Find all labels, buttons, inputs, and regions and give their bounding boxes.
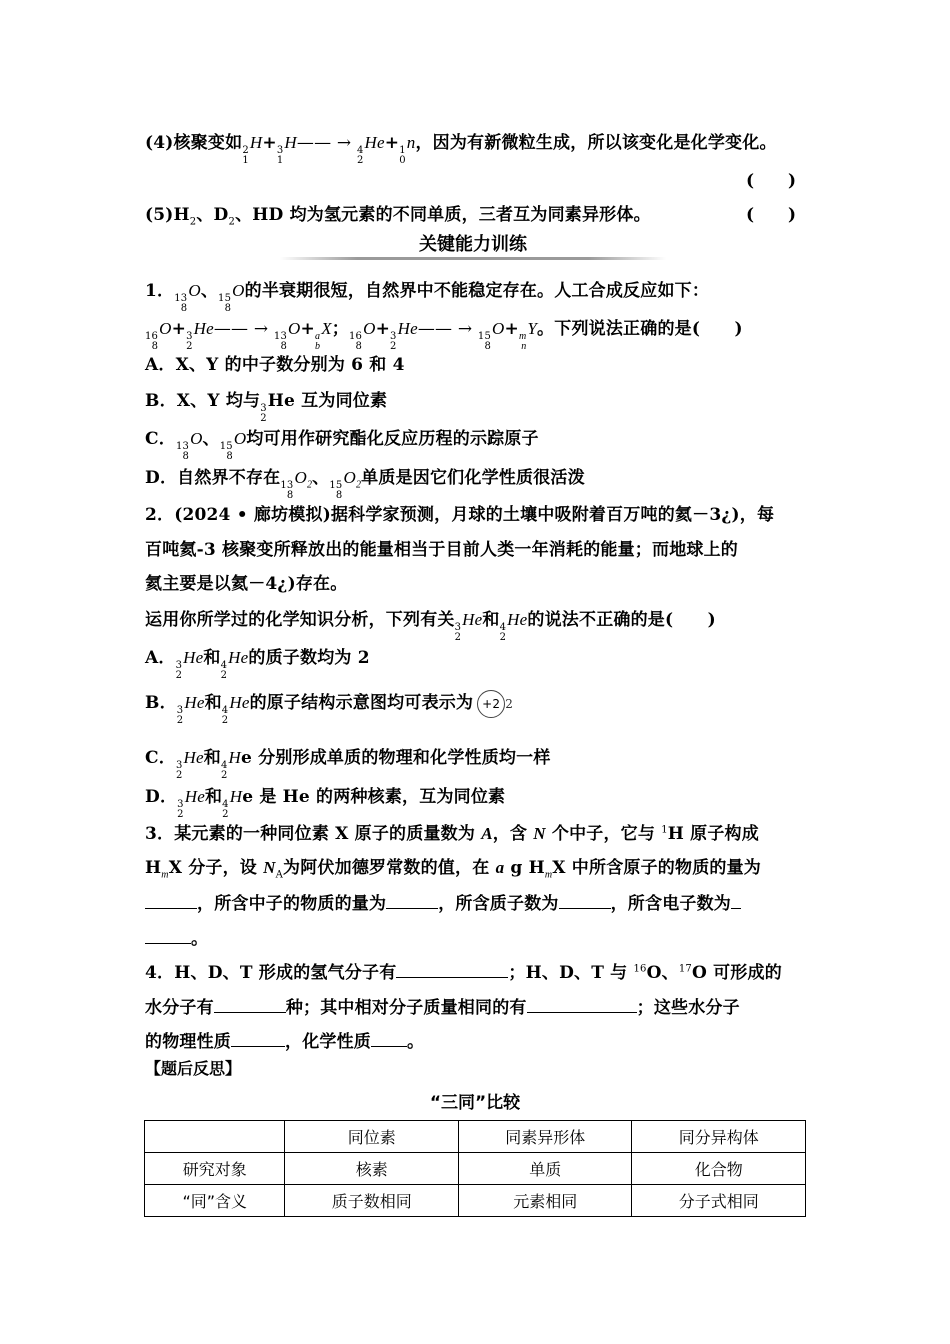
p1-option-a[interactable]: A．X、Y 的中子数分别为 6 和 4	[145, 355, 405, 375]
p3-line2: $H_mX$ 分子，设 $N_A$为阿伏加德罗常数的值，在 a g $H_mX$ 中所含原子的物质的量为	[145, 858, 761, 881]
p2-option-a[interactable]: A． 3 2 He和 4 2 He的质子数均为 2	[145, 648, 370, 681]
h3-symbol: H	[284, 133, 297, 152]
p1-option-c[interactable]: C． 13 8 O、 15 8 O均可用作研究酯化反应历程的示踪原子	[145, 429, 539, 462]
table-cell: 化合物	[632, 1153, 806, 1185]
table-header-cell	[145, 1121, 285, 1153]
answer-blank[interactable]	[396, 963, 508, 978]
p2-line3: 氦主要是以氦－4¿)存在。	[145, 574, 348, 594]
table-title: “三同”比较	[429, 1093, 521, 1113]
p3-line1: 3．某元素的一种同位素 X 原子的质量数为 A，含 N 个中子，它与 $^1$H 原子构成	[145, 824, 759, 844]
p1-option-b[interactable]: B．X、Y 均与 3 2 He 互为同位素	[145, 391, 388, 424]
table-header-cell: 同位素	[285, 1121, 459, 1153]
q4-suffix: ，因为有新微粒生成，所以该变化是化学变化。	[415, 133, 777, 153]
he4-isotope: 4 2	[356, 145, 364, 166]
p1-line2: 16 8 O+ 3 2 He—— → 13 8 O+ a b X； 16 8 O+ 3 2 He—— → 15 8 O+ m n Y。下列说法正确的是( )	[145, 319, 743, 352]
p2-option-d[interactable]: D． 3 2 He和 4 2 He 是 He 的两种核素，互为同位素	[145, 787, 506, 820]
answer-blank[interactable]	[559, 894, 611, 909]
table-cell: 单质	[458, 1153, 632, 1185]
q5-answer-paren[interactable]: ( )	[746, 205, 797, 225]
neutron-isotope: 1 0	[399, 145, 406, 166]
heading-underline	[280, 257, 666, 260]
answer-blank[interactable]	[145, 894, 197, 909]
table-header-cell: 同分异构体	[632, 1121, 806, 1153]
p3-line4: 。	[145, 924, 208, 949]
p2-line2: 百吨氦-3 核聚变所释放出的能量相当于目前人类一年消耗的能量；而地球上的	[145, 540, 739, 560]
arrow-icon: —— →	[296, 133, 357, 153]
table-header-cell: 同素异形体	[458, 1121, 632, 1153]
p1-option-d[interactable]: D．自然界不存在 13 8 $O_2$、 15 8 $O_2$单质是因它们化学性质很活泼	[145, 468, 585, 501]
p1-line1: 1． 13 8 O、 15 8 O的半衰期很短，自然界中不能稳定存在。人工合成反应如下：	[145, 281, 710, 314]
table-header-row	[145, 1121, 806, 1153]
q4-prefix: (4)核聚变如	[145, 133, 243, 153]
table-row	[145, 1185, 806, 1217]
plus-sign: +	[384, 133, 400, 153]
reflection-label: 【题后反思】	[145, 1059, 242, 1078]
q5-statement: $(5)H_2$、$D_2$、HD 均为氢元素的不同单质，三者互为同素异形体。	[145, 205, 651, 228]
answer-blank[interactable]	[527, 998, 637, 1013]
neutron-symbol: n	[406, 133, 416, 152]
arrow-icon: —— →	[417, 319, 478, 339]
comparison-table	[144, 1120, 806, 1217]
p2-option-b[interactable]: B． 3 2 He和 4 2 He的原子结构示意图均可表示为 +2 2	[145, 688, 513, 726]
electron-shell: 2	[505, 696, 514, 711]
answer-blank[interactable]	[371, 1032, 407, 1047]
table-cell: 元素相同	[458, 1185, 632, 1217]
table-row	[145, 1153, 806, 1185]
plus-sign: +	[262, 133, 277, 153]
table-cell: “同”含义	[145, 1185, 285, 1217]
q4-answer-paren[interactable]: ( )	[746, 171, 797, 191]
table-cell: 核素	[285, 1153, 459, 1185]
section-heading	[280, 232, 666, 262]
h3-isotope: 3 1	[276, 145, 284, 166]
answer-blank[interactable]	[231, 1032, 285, 1047]
answer-blank[interactable]	[386, 894, 438, 909]
answer-blank[interactable]	[214, 998, 286, 1013]
arrow-icon: —— →	[213, 319, 274, 339]
p2-option-c[interactable]: C． 3 2 He和 4 2 He 分别形成单质的物理和化学性质均一样	[145, 748, 551, 781]
p2-line4: 运用你所学过的化学知识分析，下列有关 3 2 He和 4 2 He的说法不正确的是( )	[145, 610, 716, 643]
answer-blank[interactable]	[145, 929, 191, 944]
p4-line2: 水分子有 种；其中相对分子质量相同的有 ；这些水分子	[145, 998, 740, 1018]
h2-isotope: 2 1	[242, 145, 249, 166]
h2-symbol: H	[249, 133, 263, 152]
p2-line1: 2．(2024 • 廊坊模拟)据科学家预测，月球的土壤中吸附着百万吨的氦－3¿)，每	[145, 505, 775, 525]
table-cell: 质子数相同	[285, 1185, 459, 1217]
atom-structure-diagram: +2	[477, 690, 505, 718]
he4-symbol: He	[364, 133, 385, 152]
q4-statement	[145, 128, 777, 166]
section-title: 关键能力训练	[419, 234, 527, 255]
p4-line1: 4．H、D、T 形成的氢气分子有 ；H、D、T 与 $^{16}$O、$^{17}$O 可形成的	[145, 963, 782, 983]
table-cell: 研究对象	[145, 1153, 285, 1185]
p4-line3: 的物理性质 ，化学性质 。	[145, 1032, 425, 1052]
p3-line3: ，所含中子的物质的量为 ，所含质子数为 ，所含电子数为	[145, 889, 741, 914]
table-cell: 分子式相同	[632, 1185, 806, 1217]
answer-blank[interactable]	[731, 894, 741, 909]
